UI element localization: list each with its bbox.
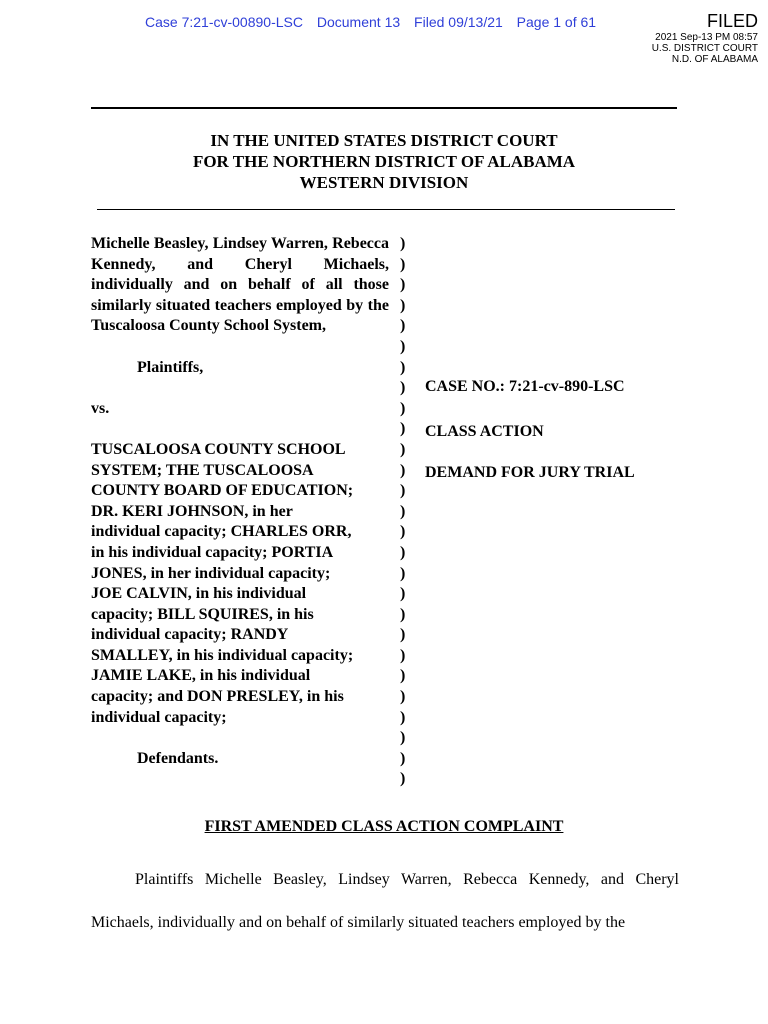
defendant-line: TUSCALOOSA COUNTY SCHOOL	[91, 440, 346, 458]
body-line-2: Michaels, individually and on behalf of similarly situated teachers employed by the	[91, 914, 626, 931]
plaintiff-names: Michelle Beasley, Lindsey Warren, Rebecca Kennedy, and Cheryl Michaels, individually and on behalf of all those similarly situated teachers employed by the Tuscaloosa County School System,	[91, 235, 389, 335]
caption-parenthesis: )	[400, 585, 406, 603]
filed-stamp-date: 2021 Sep-13 PM 08:57	[655, 32, 758, 43]
caption-parenthesis: )	[400, 461, 406, 479]
caption-parenthesis: )	[400, 543, 406, 561]
jury-demand-label: DEMAND FOR JURY TRIAL	[425, 464, 635, 481]
defendant-line: individual capacity;	[91, 708, 227, 726]
caption-parties	[91, 234, 389, 769]
caption-parenthesis: )	[400, 770, 406, 788]
top-rule	[91, 107, 677, 109]
caption-parenthesis: )	[400, 749, 406, 767]
court-heading-line-2: FOR THE NORTHERN DISTRICT OF ALABAMA	[192, 152, 576, 171]
caption-parenthesis: )	[400, 420, 406, 438]
case-number: Case 7:21-cv-00890-LSC	[145, 14, 303, 30]
defendant-line: capacity; and DON PRESLEY, in his	[91, 688, 344, 706]
caption-parenthesis: )	[400, 564, 406, 582]
court-heading	[0, 130, 768, 193]
caption-parenthesis: )	[400, 317, 406, 335]
caption-parenthesis: )	[400, 255, 406, 273]
caption-parenthesis: )	[400, 523, 406, 541]
caption-parenthesis: )	[400, 729, 406, 747]
caption-parenthesis: )	[400, 605, 406, 623]
defendant-names	[91, 440, 389, 728]
caption-parenthesis: )	[400, 399, 406, 417]
court-heading-line-3: WESTERN DIVISION	[299, 173, 469, 192]
heading-rule	[97, 209, 675, 210]
caption-parenthesis: )	[400, 482, 406, 500]
caption-parenthesis: )	[400, 296, 406, 314]
versus-label: vs.	[91, 399, 110, 417]
court-heading-line-1: IN THE UNITED STATES DISTRICT COURT	[210, 131, 558, 150]
defendant-line: SYSTEM; THE TUSCALOOSA	[91, 461, 314, 479]
complaint-title: FIRST AMENDED CLASS ACTION COMPLAINT	[204, 818, 564, 835]
caption-parentheses	[400, 234, 410, 790]
document-number: Document 13	[316, 14, 401, 30]
filed-stamp-district: N.D. OF ALABAMA	[671, 54, 758, 65]
caption-parenthesis: )	[400, 646, 406, 664]
body-line-1: Plaintiffs Michelle Beasley, Lindsey Warren, Rebecca Kennedy, and Cheryl	[135, 871, 679, 888]
filed-stamp-court: U.S. DISTRICT COURT	[651, 43, 758, 54]
caption-parenthesis: )	[400, 502, 406, 520]
caption-parenthesis: )	[400, 358, 406, 376]
filed-stamp-title: FILED	[706, 11, 758, 31]
caption-parenthesis: )	[400, 276, 406, 294]
defendants-label: Defendants.	[137, 749, 219, 767]
caption-parenthesis: )	[400, 440, 406, 458]
defendant-line: individual capacity; RANDY	[91, 626, 289, 644]
ecf-header	[145, 14, 606, 30]
defendant-line: JAMIE LAKE, in his individual	[91, 667, 311, 685]
plaintiffs-label: Plaintiffs,	[137, 358, 204, 376]
caption-parenthesis: )	[400, 337, 406, 355]
caption-parenthesis: )	[400, 688, 406, 706]
caption-parenthesis: )	[400, 626, 406, 644]
filed-stamp	[652, 10, 758, 65]
caption-parenthesis: )	[400, 379, 406, 397]
defendant-line: JONES, in her individual capacity;	[91, 564, 331, 582]
caption-parenthesis: )	[400, 235, 406, 252]
caption-parenthesis: )	[400, 667, 406, 685]
complaint-body	[91, 858, 679, 944]
defendant-line: DR. KERI JOHNSON, in her	[91, 502, 293, 520]
defendant-line: capacity; BILL SQUIRES, in his	[91, 605, 314, 623]
defendant-line: JOE CALVIN, in his individual	[91, 585, 307, 603]
defendant-line: individual capacity; CHARLES ORR,	[91, 523, 352, 541]
page-count: Page 1 of 61	[516, 14, 597, 30]
caption-parenthesis: )	[400, 708, 406, 726]
class-action-label: CLASS ACTION	[425, 423, 544, 440]
defendant-line: SMALLEY, in his individual capacity;	[91, 646, 354, 664]
defendant-line: in his individual capacity; PORTIA	[91, 543, 334, 561]
case-number-label: CASE NO.: 7:21-cv-890-LSC	[425, 378, 625, 395]
filed-date: Filed 09/13/21	[414, 14, 503, 30]
defendant-line: COUNTY BOARD OF EDUCATION;	[91, 482, 354, 500]
